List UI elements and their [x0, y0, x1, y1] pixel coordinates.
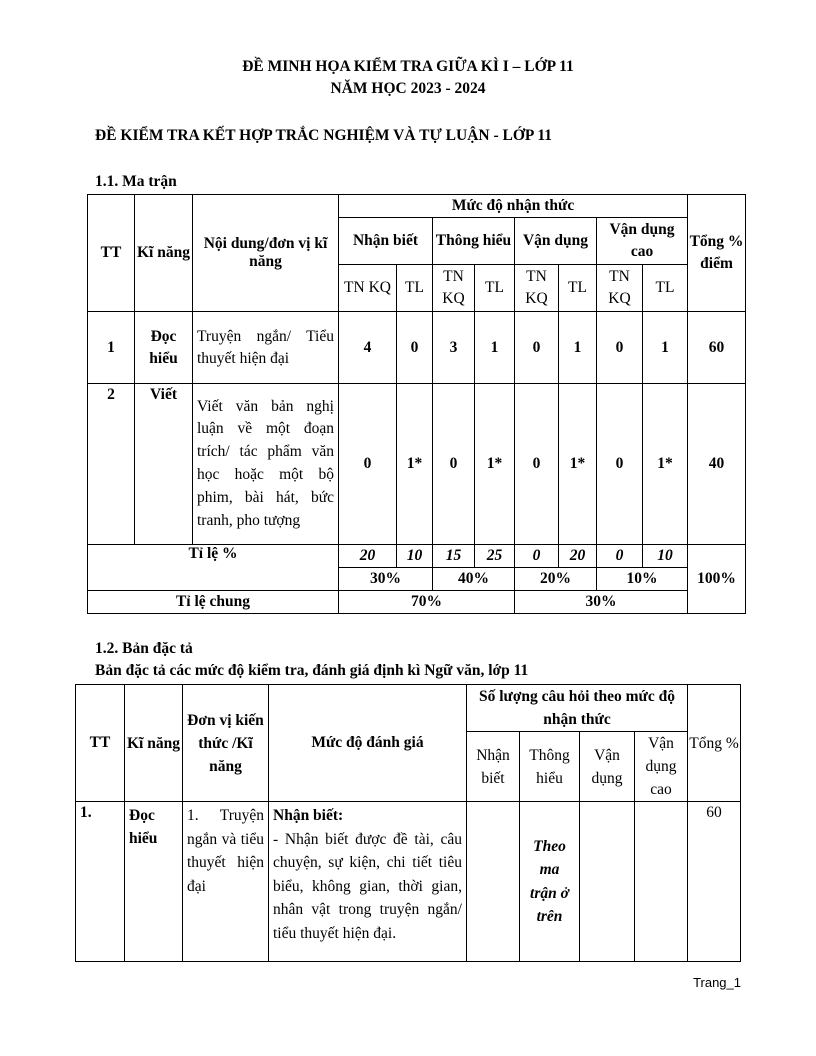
- ti-le-value: 0: [515, 545, 559, 568]
- row-value: 0: [433, 384, 475, 545]
- school-year: NĂM HỌC 2023 - 2024: [330, 80, 486, 97]
- row-value: 1: [643, 312, 688, 384]
- row-tt: 2: [88, 384, 135, 545]
- ti-le-group: 40%: [433, 568, 515, 591]
- spec-row-total: 60: [688, 802, 741, 962]
- ti-le-chung-value: 70%: [339, 591, 515, 614]
- row-value: 1*: [397, 384, 433, 545]
- ti-le-total: 100%: [688, 545, 746, 614]
- row-value: 0: [597, 384, 643, 545]
- spec-header-van-dung-cao: Vận dụng cao: [635, 732, 688, 802]
- row-total: 60: [688, 312, 746, 384]
- row-value: 0: [597, 312, 643, 384]
- ti-le-chung-row: [88, 591, 746, 614]
- row-value: 4: [339, 312, 397, 384]
- spec-header-so-luong: Số lượng câu hỏi theo mức độ nhận thức: [467, 685, 688, 732]
- ti-le-label: Tỉ lệ %: [88, 545, 339, 591]
- header-tnkq: TN KQ: [433, 265, 475, 312]
- row-total: 40: [688, 384, 746, 545]
- document-title: ĐỀ MINH HỌA KIỂM TRA GIỮA KÌ I – LỚP 11: [242, 58, 574, 75]
- ti-le-value: 10: [397, 545, 433, 568]
- ti-le-row: [88, 545, 746, 568]
- row-content: Viết văn bản nghị luận về một đoạn trích/ tác phẩm văn học hoặc một bộ phim, bài hát, bức tranh, pho tượng: [193, 384, 339, 545]
- page-number: Trang_1: [693, 975, 741, 990]
- ti-le-group: 30%: [339, 568, 433, 591]
- row-value: 0: [515, 312, 559, 384]
- header-van-dung-cao: Vận dụng cao: [597, 218, 688, 265]
- spec-cell-nhan-biet: [467, 802, 520, 962]
- spec-header-ki-nang: Kĩ năng: [125, 685, 183, 802]
- ti-le-value: 15: [433, 545, 475, 568]
- row-value: 1*: [643, 384, 688, 545]
- spec-header-muc-do: Mức độ đánh giá: [269, 685, 467, 802]
- spec-header-van-dung: Vận dụng: [580, 732, 635, 802]
- row-value: 0: [339, 384, 397, 545]
- table-row: [88, 312, 746, 384]
- row-value: 0: [397, 312, 433, 384]
- spec-section-title: 1.2. Bản đặc tả: [95, 640, 193, 657]
- row-value: 3: [433, 312, 475, 384]
- spec-cell-van-dung-cao: [635, 802, 688, 962]
- spec-row-unit: 1. Truyện ngắn và tiểu thuyết hiện đại: [183, 802, 269, 962]
- header-van-dung: Vận dụng: [515, 218, 597, 265]
- spec-header-nhan-biet: Nhận biết: [467, 732, 520, 802]
- spec-header-thong-hieu: Thông hiểu: [520, 732, 580, 802]
- spec-caption: Bản đặc tả các mức độ kiểm tra, đánh giá định kì Ngữ văn, lớp 11: [95, 662, 529, 679]
- header-tl: TL: [475, 265, 515, 312]
- header-tl: TL: [643, 265, 688, 312]
- spec-cell-van-dung: [580, 802, 635, 962]
- spec-header-don-vi: Đơn vị kiến thức /Kĩ năng: [183, 685, 269, 802]
- spec-row-skill: Đọc hiểu: [125, 802, 183, 962]
- header-tong-diem: Tổng % điểm: [688, 195, 746, 312]
- spec-row-level: [269, 802, 467, 962]
- ti-le-value: 25: [475, 545, 515, 568]
- row-content: Truyện ngắn/ Tiểu thuyết hiện đại: [193, 312, 339, 384]
- ti-le-value: 0: [597, 545, 643, 568]
- ti-le-value: 20: [339, 545, 397, 568]
- table-row: [76, 802, 741, 962]
- header-tl: TL: [397, 265, 433, 312]
- matrix-section-title: 1.1. Ma trận: [95, 173, 177, 190]
- header-tnkq: TN KQ: [597, 265, 643, 312]
- header-nhan-biet: Nhận biết: [339, 218, 433, 265]
- ti-le-group: 10%: [597, 568, 688, 591]
- ti-le-value: 10: [643, 545, 688, 568]
- ti-le-chung-label: Tỉ lệ chung: [88, 591, 339, 614]
- row-value: 1: [475, 312, 515, 384]
- row-value: 0: [515, 384, 559, 545]
- row-value: 1*: [475, 384, 515, 545]
- header-tnkq: TN KQ: [515, 265, 559, 312]
- header-tl: TL: [559, 265, 597, 312]
- row-value: 1: [559, 312, 597, 384]
- table-row: [88, 384, 746, 545]
- ti-le-group: 20%: [515, 568, 597, 591]
- matrix-table: [87, 194, 746, 614]
- ti-le-chung-value: 30%: [515, 591, 688, 614]
- header-tt: TT: [88, 195, 135, 312]
- spec-table: [75, 684, 741, 962]
- spec-note: Theo ma trận ở trên: [520, 802, 580, 962]
- spec-level-text: - Nhận biết được đề tài, câu chuyện, sự kiện, chi tiết tiêu biểu, không gian, thời gian, nhân vật trong truyện ngắn/ tiểu thuyết hiện đại.: [273, 830, 462, 942]
- header-thong-hieu: Thông hiểu: [433, 218, 515, 265]
- row-tt: 1: [88, 312, 135, 384]
- spec-row-tt: 1.: [76, 802, 125, 962]
- header-tnkq: TN KQ: [339, 265, 397, 312]
- spec-header-tt: TT: [76, 685, 125, 802]
- header-muc-do: Mức độ nhận thức: [339, 195, 688, 218]
- header-ki-nang: Kĩ năng: [135, 195, 193, 312]
- row-value: 1*: [559, 384, 597, 545]
- exam-subtitle: ĐỀ KIỂM TRA KẾT HỢP TRẮC NGHIỆM VÀ TỰ LUẬN - LỚP 11: [95, 127, 553, 144]
- header-noi-dung: Nội dung/đơn vị kĩ năng: [193, 195, 339, 312]
- ti-le-value: 20: [559, 545, 597, 568]
- row-skill: Viết: [135, 384, 193, 545]
- row-skill: Đọc hiểu: [135, 312, 193, 384]
- spec-level-title: Nhận biết:: [273, 807, 344, 824]
- spec-header-tong: Tổng %: [688, 685, 741, 802]
